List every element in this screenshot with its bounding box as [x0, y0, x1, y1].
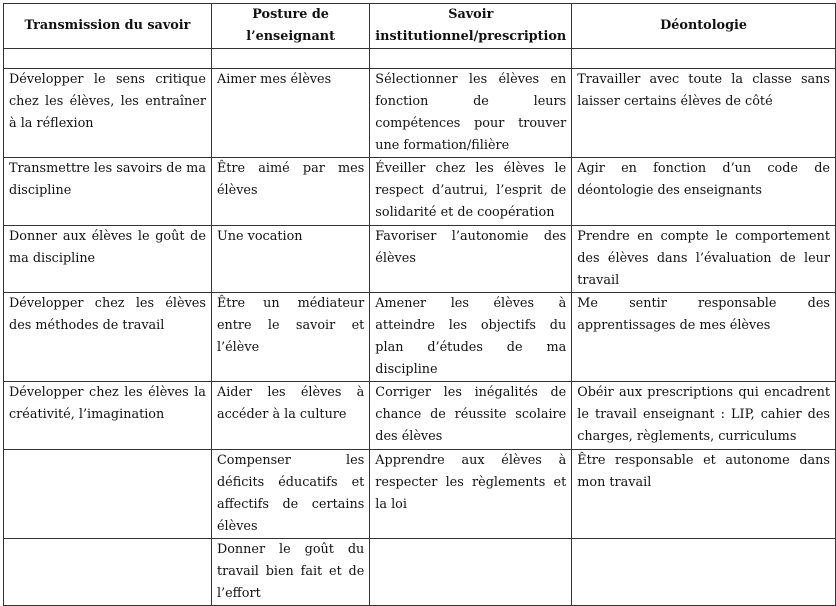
table-cell: Agir en fonction d’un code de déontologie des enseignants	[572, 158, 836, 226]
table-cell: Corriger les inégalités de chance de réussite scolaire des élèves	[370, 382, 572, 450]
table-header-row	[4, 4, 836, 49]
table-cell: Être aimé par mes élèves	[211, 158, 369, 226]
table-row	[4, 49, 836, 69]
header-transmission-du-savoir: Transmission du savoir	[4, 4, 212, 49]
table-row	[4, 158, 836, 226]
table-cell: Développer le sens critique chez les élèves, les entraîner à la réflexion	[4, 69, 212, 158]
header-savoir-institutionnel: Savoir institutionnel/prescription	[370, 4, 572, 49]
table-row	[4, 450, 836, 539]
table-cell: Développer chez les élèves des méthodes de travail	[4, 293, 212, 382]
values-table	[3, 3, 836, 606]
table-cell: Prendre en compte le comportement des élèves dans l’évaluation de leur travail	[572, 226, 836, 293]
table-cell	[211, 49, 369, 69]
table-row	[4, 293, 836, 382]
table-cell: Obéir aux prescriptions qui encadrent le travail enseignant : LIP, cahier des charges, règlements, curriculums	[572, 382, 836, 450]
table-cell	[4, 49, 212, 69]
table-cell	[4, 450, 212, 539]
table-cell: Être responsable et autonome dans mon travail	[572, 450, 836, 539]
table-row	[4, 69, 836, 158]
header-deontologie: Déontologie	[572, 4, 836, 49]
table-cell	[370, 49, 572, 69]
table-cell: Une vocation	[211, 226, 369, 293]
table-row	[4, 226, 836, 293]
table-row	[4, 382, 836, 450]
table-cell: Transmettre les savoirs de ma discipline	[4, 158, 212, 226]
table-cell: Travailler avec toute la classe sans laisser certains élèves de côté	[572, 69, 836, 158]
table-cell	[370, 539, 572, 606]
table-cell: Favoriser l’autonomie des élèves	[370, 226, 572, 293]
table-cell: Être un médiateur entre le savoir et l’élève	[211, 293, 369, 382]
table-cell: Compenser les déficits éducatifs et affectifs de certains élèves	[211, 450, 369, 539]
header-posture-enseignant: Posture de l’enseignant	[211, 4, 369, 49]
table-cell: Aimer mes élèves	[211, 69, 369, 158]
table-cell: Amener les élèves à atteindre les objectifs du plan d’études de ma discipline	[370, 293, 572, 382]
table-cell: Sélectionner les élèves en fonction de leurs compétences pour trouver une formation/filière	[370, 69, 572, 158]
table-cell	[4, 539, 212, 606]
table-row	[4, 539, 836, 606]
table-cell: Développer chez les élèves la créativité, l’imagination	[4, 382, 212, 450]
table-cell	[572, 539, 836, 606]
table-cell: Éveiller chez les élèves le respect d’autrui, l’esprit de solidarité et de coopération	[370, 158, 572, 226]
table-cell: Me sentir responsable des apprentissages de mes élèves	[572, 293, 836, 382]
table-cell: Apprendre aux élèves à respecter les règlements et la loi	[370, 450, 572, 539]
table-cell: Aider les élèves à accéder à la culture	[211, 382, 369, 450]
table-cell: Donner le goût du travail bien fait et de l’effort	[211, 539, 369, 606]
table-cell: Donner aux élèves le goût de ma discipline	[4, 226, 212, 293]
table-cell	[572, 49, 836, 69]
